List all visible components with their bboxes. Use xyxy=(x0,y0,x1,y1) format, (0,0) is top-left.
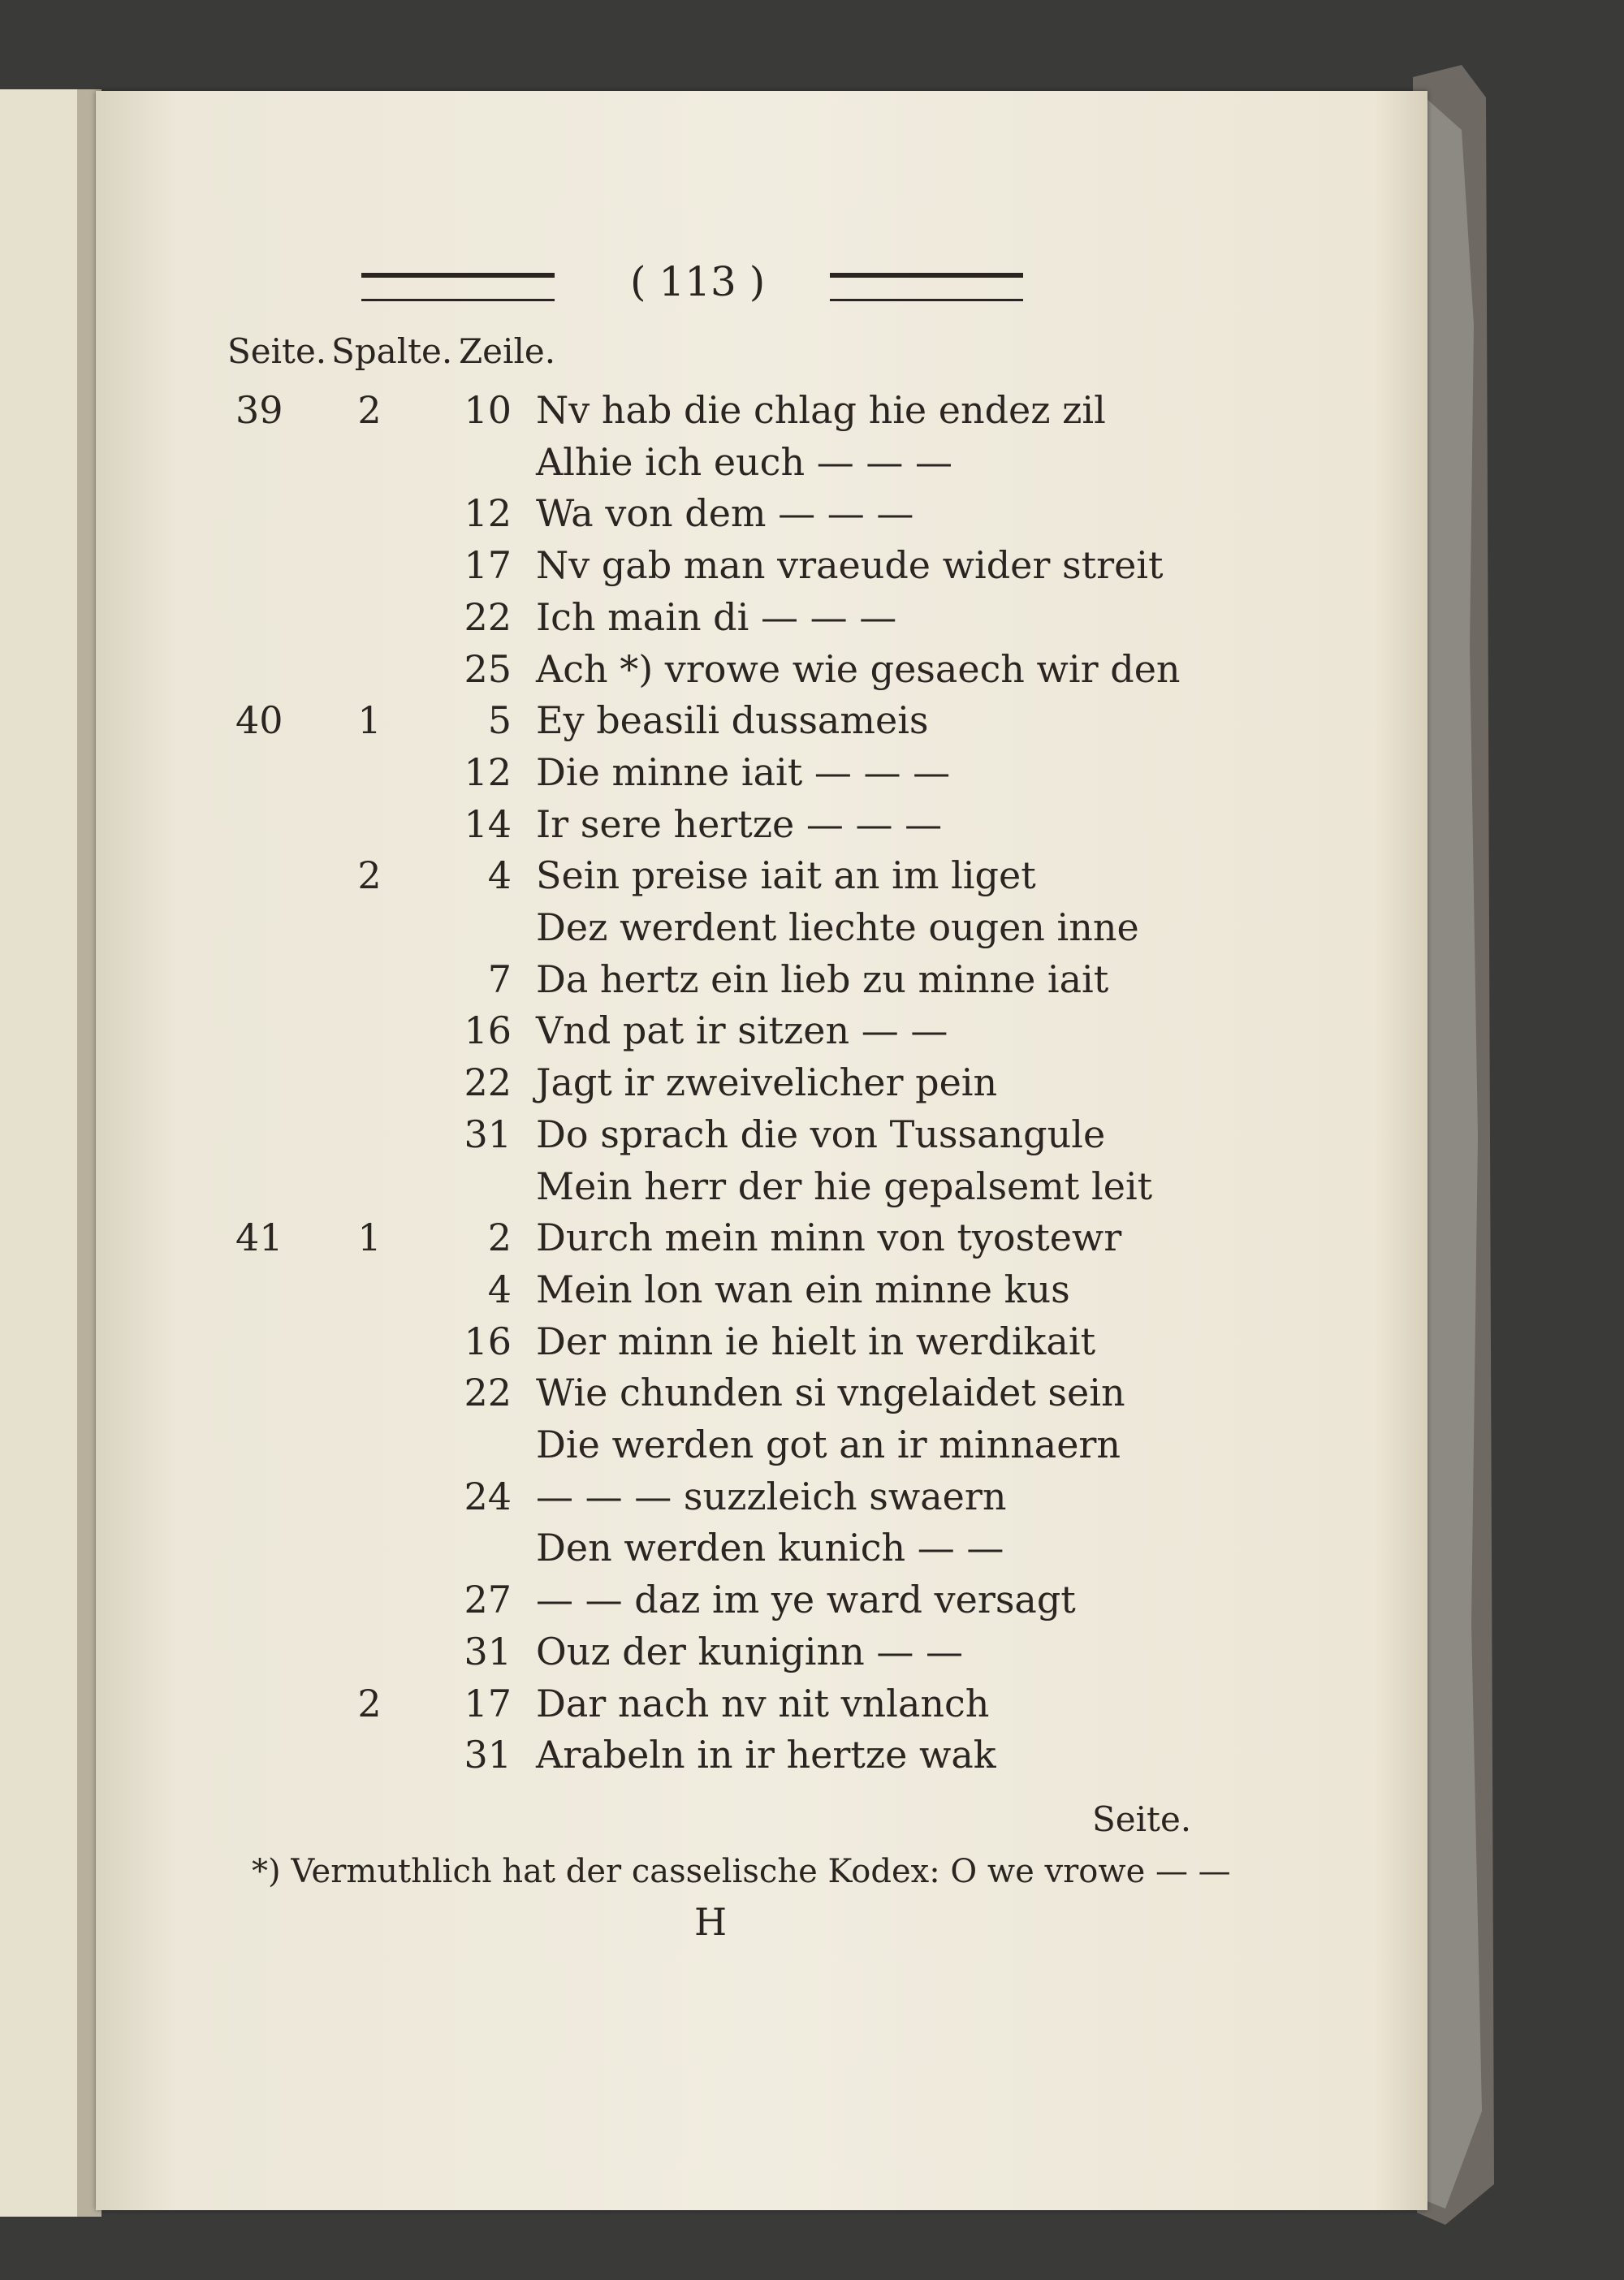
row-seite: 41 xyxy=(235,1216,283,1259)
signature-mark: H xyxy=(694,1900,728,1944)
column-header-spalte: Spalte. xyxy=(331,331,453,371)
row-zeile: 27 xyxy=(464,1578,512,1621)
row-verse: Die minne iait — — — xyxy=(536,750,951,794)
row-verse: Den werden kunich — — xyxy=(536,1526,1004,1570)
page-number: ( 113 ) xyxy=(630,258,766,305)
row-verse: — — daz im ye ward versagt xyxy=(536,1578,1076,1621)
row-seite: 39 xyxy=(235,388,283,432)
row-verse: Der minn ie hielt in werdikait xyxy=(536,1319,1096,1363)
row-verse: Wie chunden si vngelaidet sein xyxy=(536,1371,1125,1414)
row-verse: Dar nach nv nit vnlanch xyxy=(536,1682,990,1725)
row-spalte: 2 xyxy=(357,1682,382,1725)
row-zeile: 31 xyxy=(464,1630,512,1673)
row-zeile: 17 xyxy=(464,1682,512,1725)
column-header-zeile: Zeile. xyxy=(459,331,556,371)
row-verse: Vnd pat ir sitzen — — xyxy=(536,1008,948,1052)
row-zeile: 7 xyxy=(487,957,512,1001)
column-header-seite: Seite. xyxy=(227,331,327,371)
row-verse: Mein lon wan ein minne kus xyxy=(536,1267,1070,1311)
row-verse: Mein herr der hie gepalsemt leit xyxy=(536,1164,1153,1208)
row-zeile: 24 xyxy=(464,1475,512,1518)
row-seite: 40 xyxy=(235,698,283,742)
row-zeile: 12 xyxy=(464,750,512,794)
row-zeile: 12 xyxy=(464,491,512,535)
row-verse: Die werden got an ir minnaern xyxy=(536,1423,1121,1466)
row-verse: Ey beasili dussameis xyxy=(536,698,929,742)
row-zeile: 10 xyxy=(464,388,512,432)
row-zeile: 16 xyxy=(464,1008,512,1052)
catchword: Seite. xyxy=(1092,1799,1192,1839)
row-spalte: 2 xyxy=(357,388,382,432)
row-verse: Arabeln in ir hertze wak xyxy=(536,1733,996,1777)
row-zeile: 31 xyxy=(464,1733,512,1777)
row-zeile: 22 xyxy=(464,1371,512,1414)
row-verse: Wa von dem — — — xyxy=(536,491,914,535)
row-verse: Ir sere hertze — — — xyxy=(536,802,943,846)
row-zeile: 4 xyxy=(487,1267,512,1311)
row-verse: Do sprach die von Tussangule xyxy=(536,1112,1106,1156)
row-spalte: 1 xyxy=(357,1216,382,1259)
row-verse: Jagt ir zweivelicher pein xyxy=(536,1060,998,1104)
row-zeile: 16 xyxy=(464,1319,512,1363)
row-verse: Dez werdent liechte ougen inne xyxy=(536,905,1139,949)
row-verse: Alhie ich euch — — — xyxy=(536,440,952,484)
row-verse: Durch mein minn von tyostewr xyxy=(536,1216,1122,1259)
header-rule-left xyxy=(361,273,555,301)
row-verse: Nv gab man vraeude wider streit xyxy=(536,543,1164,587)
row-spalte: 1 xyxy=(357,698,382,742)
footnote: *) Vermuthlich hat der casselische Kodex: O we vrowe — — xyxy=(252,1853,1231,1890)
row-zeile: 14 xyxy=(464,802,512,846)
row-zeile: 25 xyxy=(464,647,512,691)
row-verse: Da hertz ein lieb zu minne iait xyxy=(536,957,1109,1001)
row-verse: Nv hab die chlag hie endez zil xyxy=(536,388,1106,432)
row-zeile: 2 xyxy=(487,1216,512,1259)
header-rule-right xyxy=(830,273,1023,301)
row-spalte: 2 xyxy=(357,853,382,897)
row-verse: Ouz der kuniginn — — xyxy=(536,1630,963,1673)
row-verse: Sein preise iait an im liget xyxy=(536,853,1036,897)
row-verse: Ach *) vrowe wie gesaech wir den xyxy=(536,647,1181,691)
row-verse: — — — suzzleich swaern xyxy=(536,1475,1007,1518)
row-zeile: 5 xyxy=(487,698,512,742)
row-zeile: 22 xyxy=(464,595,512,639)
row-verse: Ich main di — — — xyxy=(536,595,897,639)
row-zeile: 17 xyxy=(464,543,512,587)
row-zeile: 31 xyxy=(464,1112,512,1156)
row-zeile: 22 xyxy=(464,1060,512,1104)
row-zeile: 4 xyxy=(487,853,512,897)
